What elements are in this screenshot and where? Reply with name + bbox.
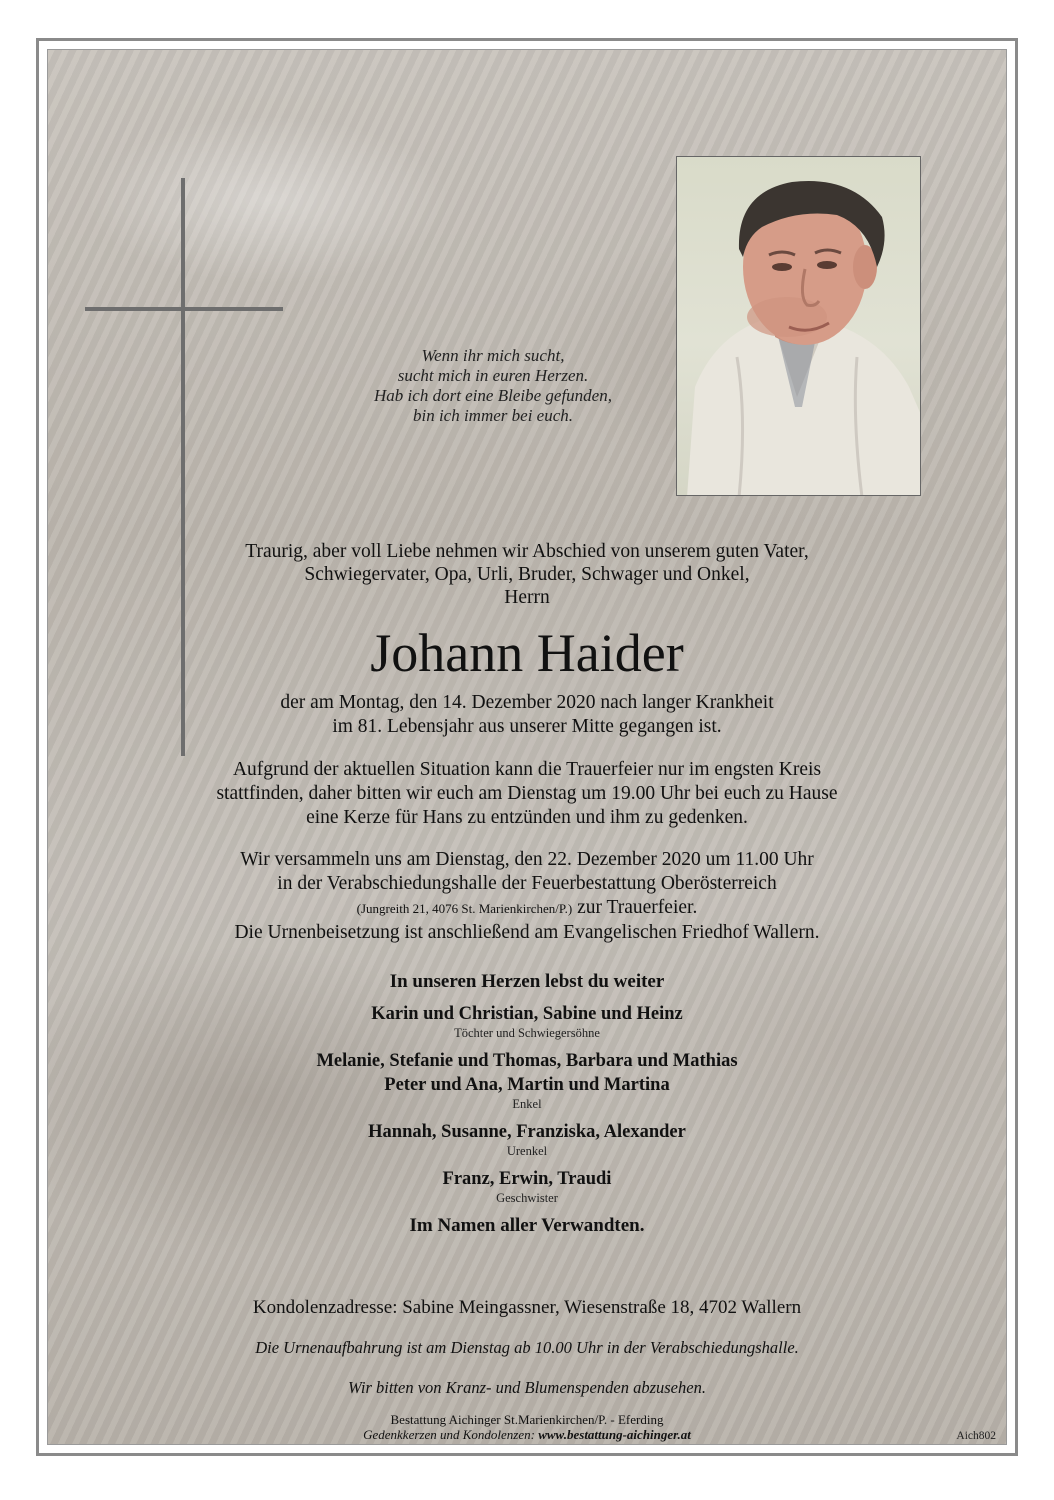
- condolence-address: Kondolenzadresse: Sabine Meingassner, Wiesenstraße 18, 4702 Wallern: [252, 1297, 802, 1318]
- date-line: der am Montag, den 14. Dezember 2020 nach langer Krankheit: [280, 692, 774, 713]
- situation-line: Aufgrund der aktuellen Situation kann die Trauerfeier nur im engsten Kreis: [232, 759, 822, 780]
- service-address-line: [48, 896, 1006, 921]
- footer-sub: [48, 1427, 1006, 1442]
- funeral-home: Bestattung Aichinger St.Marienkirchen/P. - Eferding: [390, 1412, 664, 1427]
- document-code: Aich802: [956, 1430, 996, 1442]
- family-names: Karin und Christian, Sabine und Heinz: [371, 1004, 683, 1024]
- announcement: [48, 540, 1006, 609]
- family-group: [48, 1049, 1006, 1112]
- footer: [48, 1412, 1006, 1442]
- date-line: im 81. Lebensjahr aus unserer Mitte gegangen ist.: [332, 716, 722, 737]
- family-group: [48, 1002, 1006, 1041]
- situation-line: eine Kerze für Hans zu entzünden und ihm zu gedenken.: [306, 807, 748, 828]
- family-group: [48, 1167, 1006, 1206]
- family-role: Geschwister: [496, 1191, 558, 1205]
- service-line: Die Urnenbeisetzung ist anschließend am Evangelischen Friedhof Wallern.: [234, 922, 820, 943]
- footer-sub-prefix: Gedenkkerzen und Kondolenzen:: [363, 1427, 539, 1442]
- poem: [328, 346, 658, 426]
- service-line: in der Verabschiedungshalle der Feuerbestattung Oberösterreich: [277, 873, 777, 894]
- outer-frame: [36, 38, 1018, 1456]
- service-address-suffix: zur Trauerfeier.: [572, 897, 698, 918]
- poem-line: bin ich immer bei euch.: [412, 406, 574, 425]
- poem-line: Hab ich dort eine Bleibe gefunden,: [374, 386, 612, 405]
- service-address: (Jungreith 21, 4076 St. Marienkirchen/P.): [356, 901, 573, 916]
- service-paragraph: [48, 848, 1006, 945]
- family-motto: In unseren Herzen lebst du weiter: [389, 971, 665, 992]
- family-names: Peter und Ana, Martin und Martina: [384, 1075, 670, 1095]
- urn-viewing-note: Die Urnenaufbahrung ist am Dienstag ab 10.00 Uhr in der Verabschiedungshalle.: [255, 1338, 799, 1357]
- portrait-photo: [676, 156, 921, 496]
- portrait-illustration: [677, 157, 921, 496]
- family-group: [48, 1120, 1006, 1159]
- family-role: Enkel: [512, 1097, 542, 1111]
- announcement-line: Traurig, aber voll Liebe nehmen wir Abschied von unserem guten Vater,: [245, 541, 809, 562]
- poem-line: Wenn ihr mich sucht,: [421, 346, 565, 365]
- flowers-note: Wir bitten von Kranz- und Blumenspenden abzusehen.: [348, 1378, 706, 1397]
- deceased-name: Johann Haider: [370, 623, 684, 683]
- family-role: Töchter und Schwiegersöhne: [454, 1026, 600, 1040]
- stone-background: [47, 49, 1007, 1445]
- family-names: Melanie, Stefanie und Thomas, Barbara und Mathias: [316, 1051, 738, 1071]
- family-names: Franz, Erwin, Traudi: [442, 1169, 612, 1189]
- service-line: Wir versammeln uns am Dienstag, den 22. Dezember 2020 um 11.00 Uhr: [240, 849, 814, 870]
- situation-line: stattfinden, daher bitten wir euch am Dienstag um 19.00 Uhr bei euch zu Hause: [216, 783, 838, 804]
- situation-paragraph: [48, 758, 1006, 830]
- date-of-death: [48, 691, 1006, 739]
- family-role: Urenkel: [506, 1144, 548, 1158]
- announcement-line: Herrn: [504, 587, 550, 608]
- family-closing: Im Namen aller Verwandten.: [409, 1215, 645, 1236]
- family-section: [48, 970, 1006, 1238]
- poem-line: sucht mich in euren Herzen.: [397, 366, 589, 385]
- website-link[interactable]: www.bestattung-aichinger.at: [538, 1427, 691, 1442]
- family-names: Hannah, Susanne, Franziska, Alexander: [368, 1122, 686, 1142]
- cross-icon-crossbar: [85, 307, 283, 311]
- announcement-line: Schwiegervater, Opa, Urli, Bruder, Schwager und Onkel,: [304, 564, 750, 585]
